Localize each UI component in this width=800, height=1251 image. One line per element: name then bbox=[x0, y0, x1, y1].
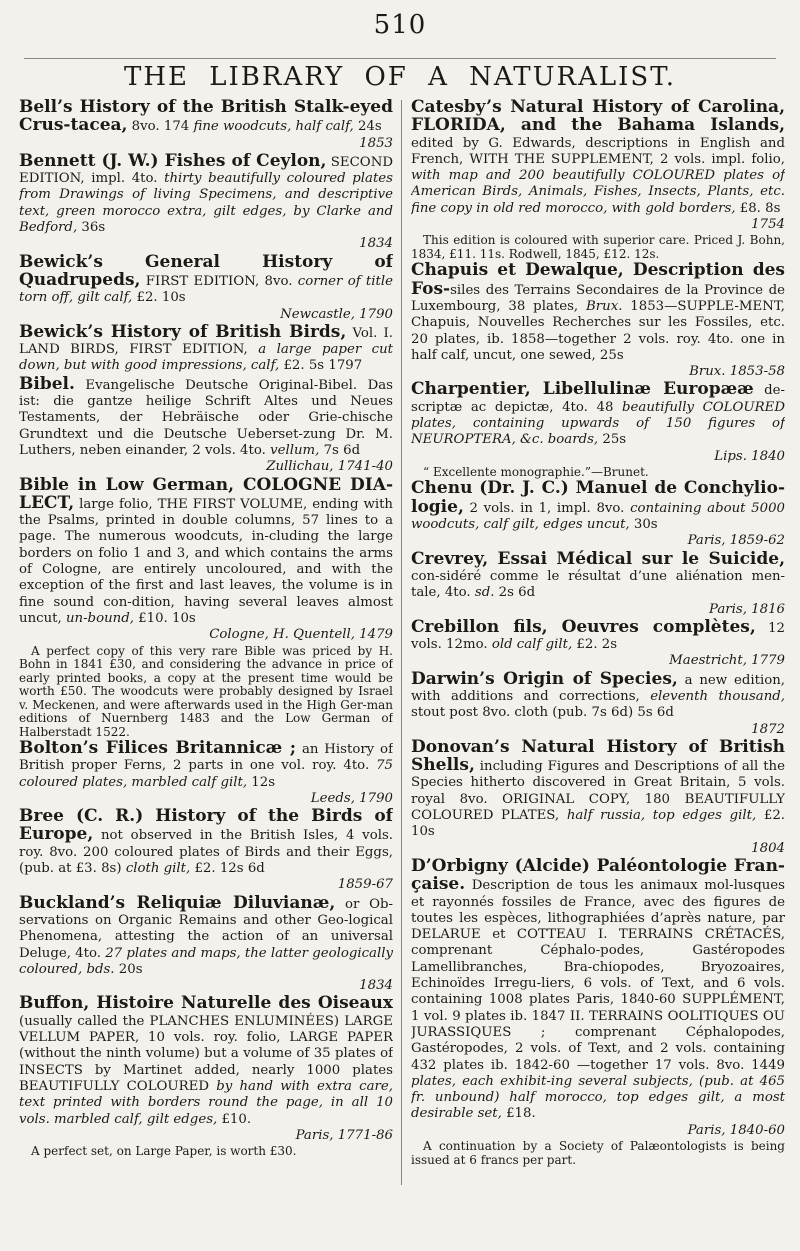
entry-imprint: Paris, 1771-86 bbox=[295, 1127, 393, 1143]
entry-heading: Bibel. bbox=[19, 373, 75, 394]
entry-imprint: 1754 bbox=[751, 217, 785, 233]
catalogue-column-left bbox=[19, 99, 393, 1249]
entry-condition: corner of title torn off, gilt calf, bbox=[19, 273, 393, 306]
entry-imprint: 1804 bbox=[751, 840, 785, 856]
entry-price: 30s bbox=[629, 517, 658, 533]
running-head: THE LIBRARY OF A NATURALIST. bbox=[124, 62, 676, 92]
entry-heading: Darwin’s Origin of Species, bbox=[411, 668, 678, 689]
entry-heading: Bennett (J. W.) Fishes of Ceylon, bbox=[19, 150, 327, 171]
entry-price: 25s bbox=[598, 432, 627, 448]
entry-price: £2. 5s 1797 bbox=[279, 358, 363, 374]
entry-description: FIRST EDITION, 8vo. bbox=[140, 273, 298, 289]
entry-price: 1853—SUPPLE-MENT, Chapuis, Nouvelles Recherches sur les Fossiles, etc. 20 plates, ib. 1858—together 2 vols. roy. 4to. one in half calf, uncut, one sewed, 25s bbox=[411, 298, 785, 363]
entry-condition: with map and 200 beautifully COLOURED plates of American Birds, Animals, Fishes, Insects, Plants, etc. fine copy in old red morocco, with gold borders, bbox=[411, 168, 785, 216]
entry-heading: Bree (C. R.) History of the Birds of Europe, bbox=[19, 806, 393, 845]
entry-price: 24s bbox=[353, 119, 382, 135]
entry-price: £2. 12s 6d bbox=[190, 861, 265, 877]
entry-imprint: Leeds, 1790 bbox=[310, 790, 393, 806]
entry-heading: Bewick’s General History of Quadrupeds, bbox=[19, 251, 393, 290]
entry-note: A continuation by a Society of Palæontologists is being issued at 6 francs per part. bbox=[411, 1139, 785, 1167]
entry-imprint: Newcastle, 1790 bbox=[280, 306, 393, 322]
header-rule bbox=[24, 58, 776, 59]
catalogue-entry bbox=[19, 373, 393, 476]
entry-condition: sd. bbox=[474, 585, 495, 601]
entry-price: 36s bbox=[77, 220, 106, 236]
catalogue-entry bbox=[411, 381, 785, 464]
entry-price: £8. 8s bbox=[735, 200, 781, 216]
entry-description: not observed in the British Isles, 4 vols. roy. 8vo. 200 coloured plates of Birds and their Eggs, (pub. at £3. 8s) bbox=[19, 828, 393, 877]
catalogue-entry bbox=[411, 855, 785, 1139]
entry-description: SECOND EDITION, impl. 4to. bbox=[19, 154, 393, 187]
catalogue-entry bbox=[19, 99, 393, 152]
entry-condition: eleventh thousand, bbox=[650, 689, 785, 704]
entry-price: 7s 6d bbox=[319, 442, 361, 458]
catalogue-entry bbox=[411, 480, 785, 549]
entry-description: con-sidéré comme le résultat d’une aliénation men-tale, 4to. bbox=[411, 568, 785, 601]
entry-description: an History of British proper Ferns, 2 parts in one vol. roy. 4to. bbox=[19, 742, 393, 774]
entry-description: Description de tous les animaux mol-lusques et rayonnés fossiles de France, avec des figures de toutes les espèces, lithographiées d’après nature, par DELARUE et COTTEAU I. TERRAINS CRÉTACÉS, comprenant Céphalo-podes, Gastéropodes Lamellibranches, Bra-chiopodes, Bryozoaires, Echinoïdes Irregu-liers, 6 vols. of Text, and 6 vols. containing 1008 plates Paris, 1840-60 SUPPLÉMENT, 1 vol. 9 plates ib. 1847 II. TERRAINS OOLITIQUES OU JURASSIQUES ; comprenant Céphalopodes, Gastéropodes, 2 vols. of Text, and 2 vols. containing 432 plates ib. 1842-60 —together 17 vols. 8vo. 1449 bbox=[411, 878, 785, 1073]
entry-heading: Donovan’s Natural History of British Shells, bbox=[411, 736, 785, 776]
entry-description: siles des Terrains Secondaires de la Province de Luxembourg, 38 plates, bbox=[411, 282, 785, 314]
entry-price: £10. 10s bbox=[133, 610, 196, 626]
entry-condition: 27 plates and maps, the latter geologically coloured, bds. bbox=[19, 945, 393, 977]
entry-description: or Ob-servations on Organic Remains and other Geo-logical Phenomena, attesting the action of an universal Deluge, 4to. bbox=[19, 896, 393, 961]
catalogue-entry bbox=[19, 740, 393, 807]
entry-condition: 75 coloured plates, marbled calf gilt, bbox=[19, 758, 393, 790]
entry-imprint: 1872 bbox=[751, 721, 785, 737]
entry-condition: half russia, top edges gilt, bbox=[566, 808, 757, 824]
entry-price: £2. 10s bbox=[132, 290, 186, 306]
entry-price: £2. 10s bbox=[411, 808, 785, 840]
entry-heading: Chapuis et Dewalque, Description des Fos- bbox=[411, 260, 785, 299]
catalogue-entry bbox=[411, 616, 785, 670]
entry-imprint: Lips. 1840 bbox=[714, 448, 785, 464]
entry-description: 12 vols. 12mo. bbox=[411, 620, 785, 653]
entry-imprint: Zullichau, 1741-40 bbox=[266, 459, 393, 475]
entry-imprint: 1859-67 bbox=[337, 877, 393, 893]
entry-description: large folio, THE FIRST VOLUME, ending with the Psalms, printed in double columns, 57 lines to a page. The numerous woodcuts, in-cluding the large borders on folio 1 and 3, and which contains the arms of Cologne, are entirely uncoloured, and with the exception of the first and last leaves, the volume is in fine sound con-dition, having several leaves almost uncut, bbox=[19, 496, 393, 626]
entry-price: stout post 8vo. cloth (pub. 7s 6d) 5s 6d bbox=[411, 705, 674, 721]
entry-price: 2s 6d bbox=[494, 585, 536, 601]
catalogue-entry bbox=[19, 892, 393, 995]
catalogue-entry bbox=[19, 251, 393, 323]
entry-condition: by hand with extra care, text printed with borders round the page, in all 10 vols. marbled calf, gilt edges, bbox=[19, 1078, 393, 1127]
entry-heading: Crebillon fils, Oeuvres complètes, bbox=[411, 616, 756, 637]
entry-description: (usually called the PLANCHES ENLUMINÉES) LARGE VELLUM PAPER, 10 vols. roy. folio, LARGE PAPER (without the ninth volume) but a volume of 35 plates of INSECTS by Martinet added, nearly 1000 plates BEAUTIFULLY COLOURED bbox=[19, 1013, 393, 1094]
entry-condition: vellum, bbox=[270, 442, 320, 458]
catalogue-entry bbox=[19, 808, 393, 893]
entry-description: Evangelische Deutsche Original-Bibel. Das ist: die gantze heilige Schrift Altes und Neues Testaments, der Hebräische oder Grie-chische Grundtext und die Deutsche Ueberset-zung Dr. M. Luthers, neben einander, 2 vols. 4to. bbox=[19, 377, 393, 458]
entry-price: 20s bbox=[114, 961, 143, 977]
catalogue-entry bbox=[411, 668, 785, 738]
entry-condition: Brux. bbox=[586, 298, 623, 314]
entry-imprint: Maestricht, 1779 bbox=[669, 653, 785, 669]
entry-heading: Bell’s History of the British Stalk-eyed Crus-tacea, bbox=[19, 99, 393, 136]
entry-condition: un-bound, bbox=[65, 610, 134, 626]
entry-condition: beautifully COLOURED plates, containing upwards of 150 figures of NEUROPTERA, &c. boards, bbox=[411, 399, 785, 448]
column-divider bbox=[401, 100, 402, 1185]
entry-price: 12s bbox=[247, 774, 276, 790]
entry-description: edited by G. Edwards, descriptions in English and French, WITH THE SUPPLEMENT, 2 vols. impl. folio, bbox=[411, 135, 785, 167]
page-number: 510 bbox=[373, 10, 427, 40]
entry-condition: a large paper cut down, but with good impressions, calf, bbox=[19, 342, 393, 374]
entry-imprint: Paris, 1859-62 bbox=[687, 533, 785, 549]
entry-imprint: 1834 bbox=[359, 978, 393, 994]
entry-note: This edition is coloured with superior care. Priced J. Bohn, 1834, £11. 11s. Rodwell, 1845, £12. 12s. bbox=[411, 233, 785, 261]
entry-heading: Charpentier, Libellulinæ Europææ bbox=[411, 379, 754, 400]
entry-heading: Catesby’s Natural History of Carolina, FLORIDA, and the Bahama Islands, bbox=[411, 99, 785, 136]
entry-heading: Bolton’s Filices Britannicæ ; bbox=[19, 738, 297, 758]
entry-heading: Buffon, Histoire Naturelle des Oiseaux bbox=[19, 993, 393, 1014]
entry-description: de-scriptæ ac depictæ, 4to. 48 bbox=[411, 383, 785, 415]
entry-price: £10. bbox=[217, 1111, 252, 1127]
entry-imprint: Brux. 1853-58 bbox=[689, 364, 785, 380]
catalogue-entry bbox=[411, 548, 785, 618]
entry-heading: Bible in Low German, COLOGNE DIA-LECT, bbox=[19, 474, 393, 513]
catalogue-entry bbox=[19, 474, 393, 644]
entry-price: £2. 2s bbox=[572, 637, 618, 653]
entry-description: Vol. I. LAND BIRDS, FIRST EDITION, bbox=[19, 325, 393, 358]
entry-condition: containing about 5000 woodcuts, calf gilt, edges uncut, bbox=[411, 500, 785, 533]
entry-heading: Crevrey, Essai Médical sur le Suicide, bbox=[411, 548, 785, 569]
entry-heading: D’Orbigny (Alcide) Paléontologie Fran-çaise. bbox=[411, 855, 785, 895]
catalogue-entry bbox=[19, 995, 393, 1144]
entry-note: A perfect set, on Large Paper, is worth £30. bbox=[31, 1144, 297, 1159]
entry-imprint: 1834 bbox=[359, 236, 393, 252]
entry-description: 2 vols. in 1, impl. 8vo. bbox=[463, 500, 631, 516]
entry-condition: fine woodcuts, half calf, bbox=[193, 119, 354, 135]
entry-condition: cloth gilt, bbox=[125, 861, 191, 877]
entry-condition: plates, each exhibit-ing several subjects, (pub. at 465 fr. unbound) half morocco, top edges gilt, a most desirable set, bbox=[411, 1073, 785, 1122]
entry-description: a new edition, with additions and corrections, bbox=[411, 672, 785, 704]
entry-note: “ Excellente monographie.”—Brunet. bbox=[423, 464, 649, 479]
entry-imprint: Cologne, H. Quentell, 1479 bbox=[209, 627, 393, 643]
entry-description: 8vo. 174 bbox=[127, 119, 194, 135]
entry-heading: Chenu (Dr. J. C.) Manuel de Conchylio-logie, bbox=[411, 478, 785, 517]
catalogue-entry bbox=[411, 262, 785, 380]
entry-condition: old calf gilt, bbox=[491, 637, 573, 653]
entry-description: including Figures and Descriptions of all the Species hitherto discovered in Great Britain, 5 vols. royal 8vo. ORIGINAL COPY, 180 BEAUTIFULLY COLOURED PLATES, bbox=[411, 759, 785, 824]
catalogue-entry bbox=[411, 99, 785, 233]
entry-price: £18. bbox=[501, 1106, 536, 1122]
catalogue-entry bbox=[19, 321, 393, 375]
catalogue-column-right bbox=[411, 99, 785, 1249]
entry-imprint: Paris, 1840-60 bbox=[687, 1122, 785, 1138]
entry-imprint: Paris, 1816 bbox=[708, 601, 785, 617]
entry-heading: Buckland’s Reliquiæ Diluvianæ, bbox=[19, 892, 336, 913]
catalogue-entry bbox=[19, 150, 393, 253]
entry-condition: thirty beautifully coloured plates from Drawings of living Specimens, and descriptive text, green morocco extra, gilt edges, by Clarke and Bedford, bbox=[19, 171, 393, 236]
entry-imprint: 1853 bbox=[359, 135, 393, 151]
entry-note: A perfect copy of this very rare Bible was priced by H. Bohn in 1841 £30, and considering the advance in price of early printed books, a copy at the present time would be worth £50. The woodcuts were probably designed by Israel v. Meckenen, and were afterwards used in the High Ger-man editions of Nuernberg 1483 and the Low German of Halberstadt 1522. bbox=[19, 643, 393, 739]
entry-heading: Bewick’s History of British Birds, bbox=[19, 321, 347, 342]
catalogue-entry bbox=[411, 736, 785, 857]
